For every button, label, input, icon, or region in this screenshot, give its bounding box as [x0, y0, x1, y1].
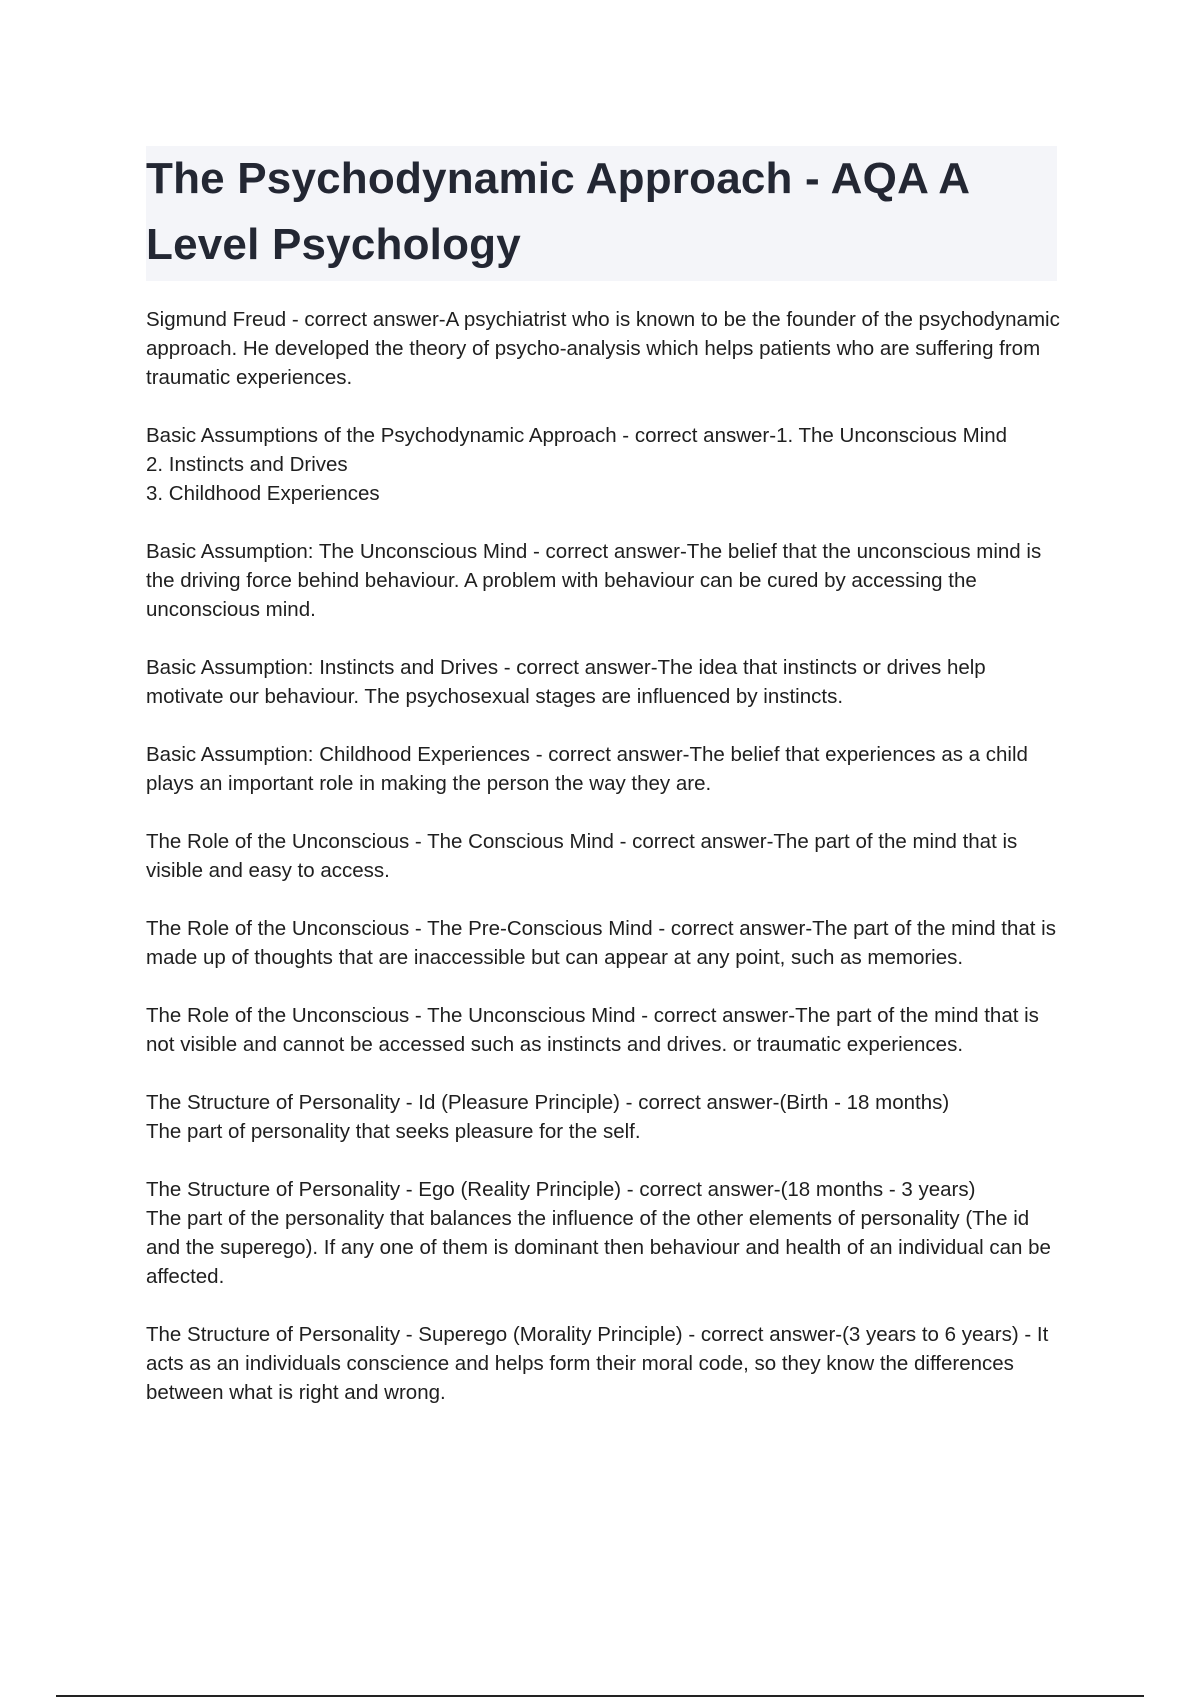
qa-entry: The Role of the Unconscious - The Conscious Mind - correct answer-The part of the mind that is visible and easy to access.	[146, 830, 1018, 882]
qa-entry: Basic Assumption: The Unconscious Mind - correct answer-The belief that the unconscious mind is the driving force behind behaviour. A problem with behaviour can be cured by accessing the unconscious mind.	[146, 540, 1042, 621]
qa-entry: The Structure of Personality - Superego (Morality Principle) - correct answer-(3 years to 6 years) - It acts as an individuals conscience and helps form their moral code, so they know the differences between what is right and wrong.	[146, 1323, 1049, 1404]
footer-divider	[56, 1695, 1144, 1697]
qa-entry: Basic Assumption: Instincts and Drives - correct answer-The idea that instincts or drives help motivate our behaviour. The psychosexual stages are influenced by instincts.	[146, 656, 986, 708]
page-title: The Psychodynamic Approach - AQA A Level Psychology	[146, 154, 969, 269]
qa-entry: Basic Assumption: Childhood Experiences - correct answer-The belief that experiences as a child plays an important role in making the person the way they are.	[146, 743, 1028, 795]
qa-entry: The Role of the Unconscious - The Pre-Conscious Mind - correct answer-The part of the mind that is made up of thoughts that are inaccessible but can appear at any point, such as memories.	[146, 917, 1056, 969]
qa-entry: The Structure of Personality - Ego (Reality Principle) - correct answer-(18 months - 3 years) The part of the personality that balances the influence of the other elements of personality (The id and the superego). If any one of them is dominant then behaviour and health of an individual can be affected.	[146, 1178, 1051, 1288]
title-banner	[146, 146, 1057, 281]
qa-entry: The Structure of Personality - Id (Pleasure Principle) - correct answer-(Birth - 18 months) The part of personality that seeks pleasure for the self.	[146, 1091, 950, 1143]
flashcard-list	[146, 305, 1066, 1436]
qa-entry: Sigmund Freud - correct answer-A psychiatrist who is known to be the founder of the psychodynamic approach. He developed the theory of psycho-analysis which helps patients who are suffering from traumatic experiences.	[146, 308, 1060, 389]
qa-entry: The Role of the Unconscious - The Unconscious Mind - correct answer-The part of the mind that is not visible and cannot be accessed such as instincts and drives. or traumatic experiences.	[146, 1004, 1039, 1056]
qa-entry: Basic Assumptions of the Psychodynamic Approach - correct answer-1. The Unconscious Mind 2. Instincts and Drives 3. Childhood Experiences	[146, 424, 1008, 505]
